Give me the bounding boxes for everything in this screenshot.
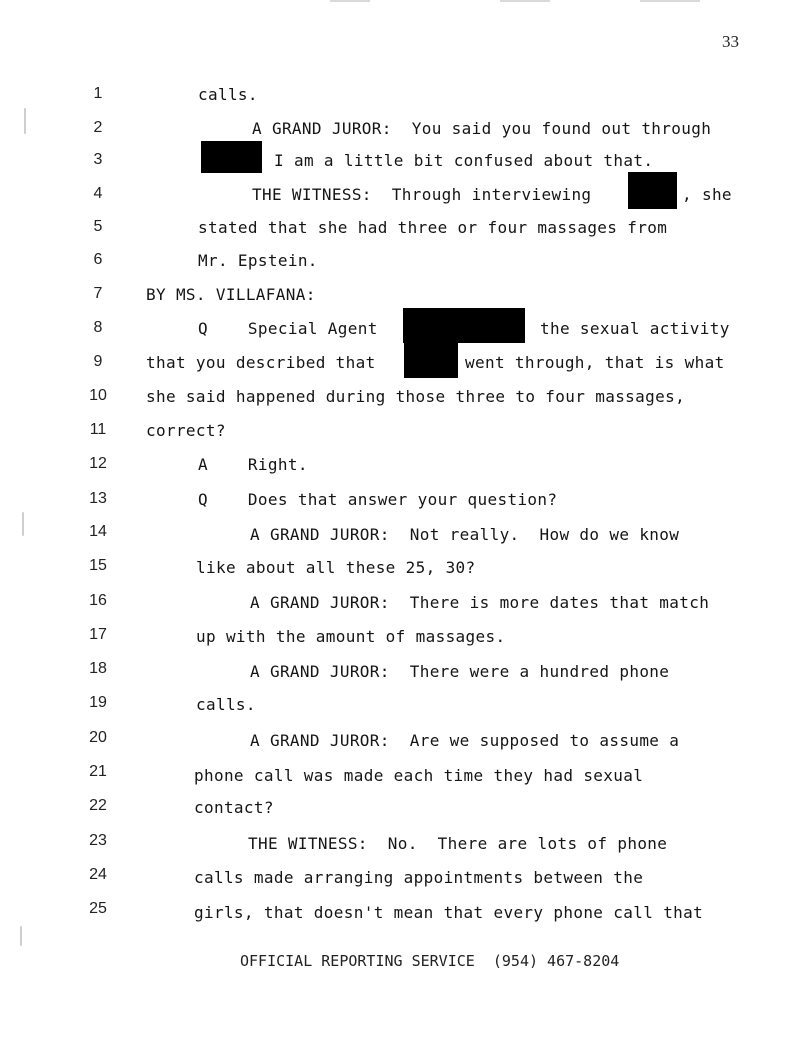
redaction-box (404, 342, 458, 378)
transcript-line: calls. (196, 695, 256, 714)
margin-hole-mark (20, 926, 22, 946)
line-number: 22 (89, 797, 107, 814)
line-number: 13 (89, 490, 107, 507)
transcript-line: BY MS. VILLAFANA: (146, 285, 316, 304)
line-number: 25 (89, 900, 107, 917)
transcript-line: THE WITNESS: Through interviewing (252, 185, 602, 204)
redaction-box (628, 172, 677, 209)
page-number: 33 (722, 32, 739, 51)
transcript-line: I am a little bit confused about that. (274, 151, 654, 170)
margin-hole-mark (24, 108, 26, 134)
transcript-line: she said happened during those three to four massages, (146, 387, 686, 406)
transcript-line: stated that she had three or four massages from (198, 218, 668, 237)
transcript-line-continuation: the sexual activity (540, 319, 730, 338)
redaction-box (403, 308, 525, 343)
transcript-line: THE WITNESS: No. There are lots of phone (248, 834, 668, 853)
line-number: 17 (89, 626, 107, 643)
transcript-line: A Right. (198, 455, 308, 474)
transcript-line: phone call was made each time they had sexual (194, 766, 644, 785)
line-number: 5 (93, 218, 103, 235)
transcript-line: correct? (146, 421, 226, 440)
transcript-line: contact? (194, 798, 274, 817)
transcript-line: A GRAND JUROR: Are we supposed to assume a (250, 731, 680, 750)
line-number: 8 (93, 319, 103, 336)
transcript-line: A GRAND JUROR: There were a hundred phone (250, 662, 670, 681)
line-number: 23 (89, 832, 107, 849)
line-number: 15 (89, 557, 107, 574)
transcript-line: up with the amount of massages. (196, 627, 506, 646)
line-number: 10 (89, 387, 107, 404)
line-number: 18 (89, 660, 107, 677)
transcript-line-continuation: , she (682, 185, 732, 204)
line-number: 20 (89, 729, 107, 746)
line-number: 1 (93, 85, 103, 102)
transcript-line: A GRAND JUROR: Not really. How do we know (250, 525, 680, 544)
line-number: 4 (93, 185, 103, 202)
transcript-line: calls made arranging appointments between the (194, 868, 644, 887)
transcript-line: Q Does that answer your question? (198, 490, 558, 509)
transcript-line: like about all these 25, 30? (196, 558, 476, 577)
line-number: 16 (89, 592, 107, 609)
transcript-line: that you described that (146, 353, 386, 372)
line-number: 9 (93, 353, 103, 370)
line-number: 19 (89, 694, 107, 711)
transcript-line: girls, that doesn't mean that every phone call that (194, 903, 704, 922)
transcript-line: Mr. Epstein. (198, 251, 318, 270)
line-number: 11 (89, 421, 107, 438)
transcript-line: A GRAND JUROR: You said you found out through (252, 119, 712, 138)
line-number: 7 (93, 285, 103, 302)
transcript-line: Q Special Agent (198, 319, 388, 338)
transcript-line: A GRAND JUROR: There is more dates that match (250, 593, 710, 612)
redaction-box (201, 141, 262, 173)
line-number: 3 (93, 151, 103, 168)
line-number: 6 (93, 251, 103, 268)
line-number: 21 (89, 763, 107, 780)
scan-artifact (330, 0, 370, 2)
scan-artifact (500, 0, 550, 2)
line-number: 2 (93, 119, 103, 136)
margin-hole-mark (22, 512, 24, 536)
reporting-service-footer: OFFICIAL REPORTING SERVICE (954) 467-8204 (240, 952, 620, 970)
transcript-line: calls. (198, 85, 258, 104)
line-number: 14 (89, 523, 107, 540)
scan-artifact (640, 0, 700, 2)
line-number: 24 (89, 866, 107, 883)
transcript-line-continuation: went through, that is what (465, 353, 725, 372)
line-number: 12 (89, 455, 107, 472)
